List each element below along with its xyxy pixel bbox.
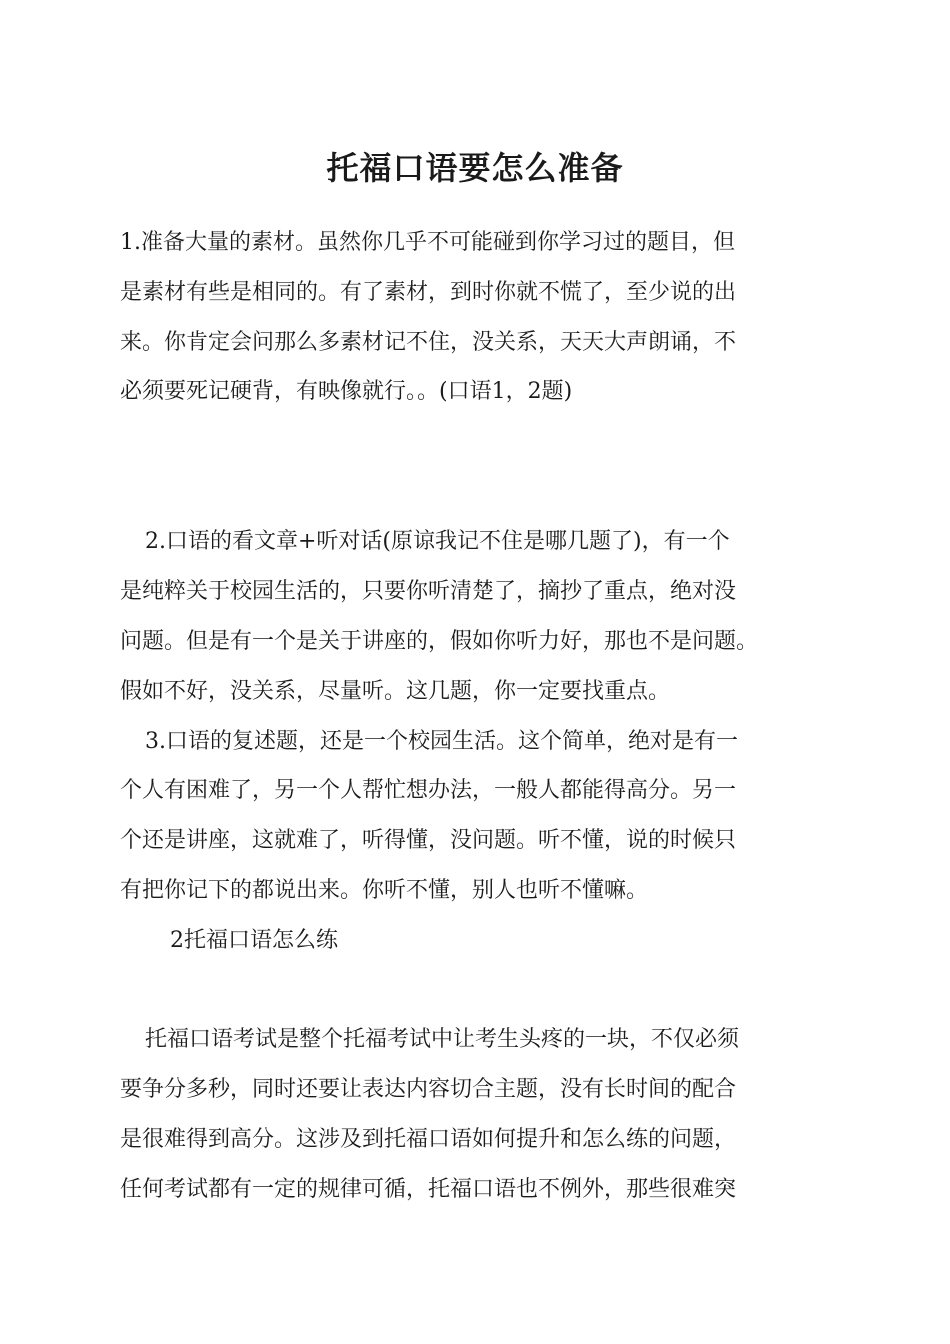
paragraph-line: 个还是讲座，这就难了，听得懂，没问题。听不懂，说的时候只: [120, 828, 737, 853]
paragraph-line: 有把你记下的都说出来。你听不懂，别人也听不懂嘛。: [120, 878, 649, 903]
paragraph-line: 2.口语的看文章+听对话(原谅我记不住是哪几题了)，有一个: [145, 529, 730, 554]
paragraph-line: 来。你肯定会问那么多素材记不住，没关系，天天大声朗诵，不: [120, 330, 737, 355]
document-title: 托福口语要怎么准备: [326, 149, 624, 187]
paragraph-line: 任何考试都有一定的规律可循，托福口语也不例外，那些很难突: [120, 1177, 737, 1202]
paragraph-line: 1.准备大量的素材。虽然你几乎不可能碰到你学习过的题目，但: [120, 230, 735, 255]
section-heading: 2托福口语怎么练: [170, 928, 338, 953]
paragraph-line: 问题。但是有一个是关于讲座的，假如你听力好，那也不是问题。: [120, 629, 759, 654]
paragraph-line: 3.口语的复述题，还是一个校园生活。这个简单，绝对是有一: [145, 729, 738, 754]
paragraph-line: 是纯粹关于校园生活的，只要你听清楚了，摘抄了重点，绝对没: [120, 579, 737, 604]
paragraph-line: 托福口语考试是整个托福考试中让考生头疼的一块，不仅必须: [145, 1027, 740, 1052]
paragraph-line: 要争分多秒，同时还要让表达内容切合主题，没有长时间的配合: [120, 1077, 737, 1102]
paragraph-line: 是很难得到高分。这涉及到托福口语如何提升和怎么练的问题，: [120, 1127, 737, 1152]
paragraph-line: 必须要死记硬背，有映像就行。。(口语1，2题): [120, 379, 573, 404]
paragraph-line: 是素材有些是相同的。有了素材，到时你就不慌了，至少说的出: [120, 280, 737, 305]
paragraph-line: 个人有困难了，另一个人帮忙想办法，一般人都能得高分。另一: [120, 778, 737, 803]
paragraph-line: 假如不好，没关系，尽量听。这几题，你一定要找重点。: [120, 679, 671, 704]
